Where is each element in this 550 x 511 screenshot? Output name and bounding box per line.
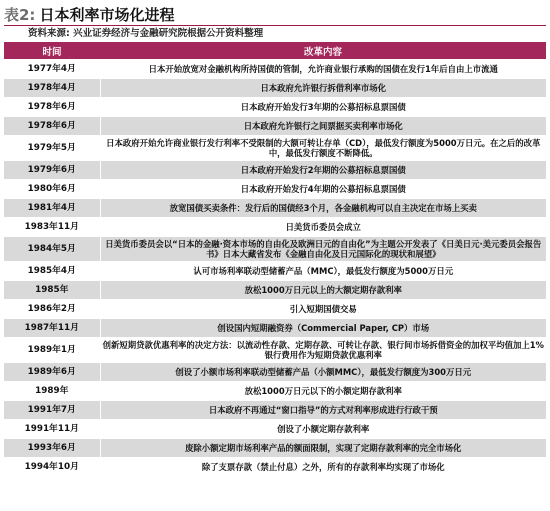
table-title-bar [4,3,546,26]
table-row [4,262,546,281]
cell-time: 1978年6月 [4,117,100,136]
cell-content: 认可市场利率联动型储蓄产品（MMC），最低发行额度为5000万日元 [100,262,546,281]
table-row [4,79,546,98]
table-body [4,60,546,477]
table-row [4,237,546,262]
table-row [4,458,546,477]
cell-content: 日本开始放宽对金融机构所持国债的管制，允许商业银行承购的国债在发行1年后自由上市流通 [100,60,546,79]
cell-content: 放松1000万日元以上的大额定期存款利率 [100,281,546,300]
cell-content: 日本政府开始发行2年期的公募招标息票国债 [100,161,546,180]
cell-content: 除了支票存款（禁止付息）之外，所有的存款利率均实现了市场化 [100,458,546,477]
reform-timeline-table [4,42,546,477]
cell-time: 1981年4月 [4,199,100,218]
source-note: 资料来源: 兴业证券经济与金融研究院根据公开资料整理 [28,28,264,39]
cell-time: 1985年4月 [4,262,100,281]
cell-time: 1978年6月 [4,98,100,117]
cell-time: 1983年11月 [4,218,100,237]
cell-time: 1991年7月 [4,401,100,420]
cell-content: 日本政府开始允许商业银行发行利率不受限制的大额可转让存单（CD），最低发行额度为5000万日元。在之后的改革中，最低发行额度不断降低。 [100,136,546,161]
table-row [4,420,546,439]
table-row [4,199,546,218]
cell-time: 1994年10月 [4,458,100,477]
cell-time: 1978年4月 [4,79,100,98]
cell-content: 创新短期贷款优惠利率的决定方法：以流动性存款、定期存款、可转让存款、银行间市场拆借资金的加权平均值加上1%银行费用作为短期贷款优惠利率 [100,338,546,363]
cell-time: 1985年 [4,281,100,300]
table-row [4,98,546,117]
table-row [4,382,546,401]
header-time: 时间 [4,42,100,60]
table-number: 表2: [4,6,36,24]
cell-content: 日本政府允许银行之间票据买卖利率市场化 [100,117,546,136]
cell-content: 日本政府允许银行拆借利率市场化 [100,79,546,98]
table-row [4,300,546,319]
cell-content: 日本政府开始发行3年期的公募招标息票国债 [100,98,546,117]
cell-content: 日本政府不再通过“窗口指导”的方式对利率形成进行行政干预 [100,401,546,420]
cell-time: 1979年5月 [4,136,100,161]
cell-time: 1984年5月 [4,237,100,262]
table-row [4,338,546,363]
cell-content: 创设了小额定期存款利率 [100,420,546,439]
table-row [4,180,546,199]
cell-content: 放松1000万日元以下的小额定期存款利率 [100,382,546,401]
table-title: 日本利率市场化进程 [39,6,175,24]
table-row [4,401,546,420]
table-row [4,281,546,300]
table-row [4,363,546,382]
cell-time: 1977年4月 [4,60,100,79]
cell-time: 1986年2月 [4,300,100,319]
cell-time: 1991年11月 [4,420,100,439]
table-row [4,161,546,180]
cell-time: 1993年6月 [4,439,100,458]
table-row [4,117,546,136]
cell-content: 放宽国债买卖条件：发行后的国债经3个月，各金融机构可以自主决定在市场上买卖 [100,199,546,218]
cell-content: 创设了小额市场利率联动型储蓄产品（小额MMC），最低发行额度为300万日元 [100,363,546,382]
table-row [4,60,546,79]
cell-time: 1980年6月 [4,180,100,199]
cell-time: 1989年1月 [4,338,100,363]
table-row [4,218,546,237]
table-row [4,136,546,161]
cell-content: 日本政府开始发行4年期的公募招标息票国债 [100,180,546,199]
cell-time: 1989年6月 [4,363,100,382]
cell-content: 日美货币委员会以“日本的金融·资本市场的自由化及欧洲日元的自由化”为主题公开发表了《日美日元·美元委员会报告书》日本大藏省发布《金融自由化及日元国际化的现状和展望》 [100,237,546,262]
table-row [4,439,546,458]
table-row [4,319,546,338]
header-content: 改革内容 [100,42,546,60]
cell-time: 1979年6月 [4,161,100,180]
cell-time: 1987年11月 [4,319,100,338]
cell-content: 引入短期国债交易 [100,300,546,319]
cell-content: 创设国内短期融资券（Commercial Paper, CP）市场 [100,319,546,338]
table-header-row [4,42,546,60]
cell-content: 日美货币委员会成立 [100,218,546,237]
cell-time: 1989年 [4,382,100,401]
cell-content: 废除小额定期市场利率产品的额面限制，实现了定期存款利率的完全市场化 [100,439,546,458]
